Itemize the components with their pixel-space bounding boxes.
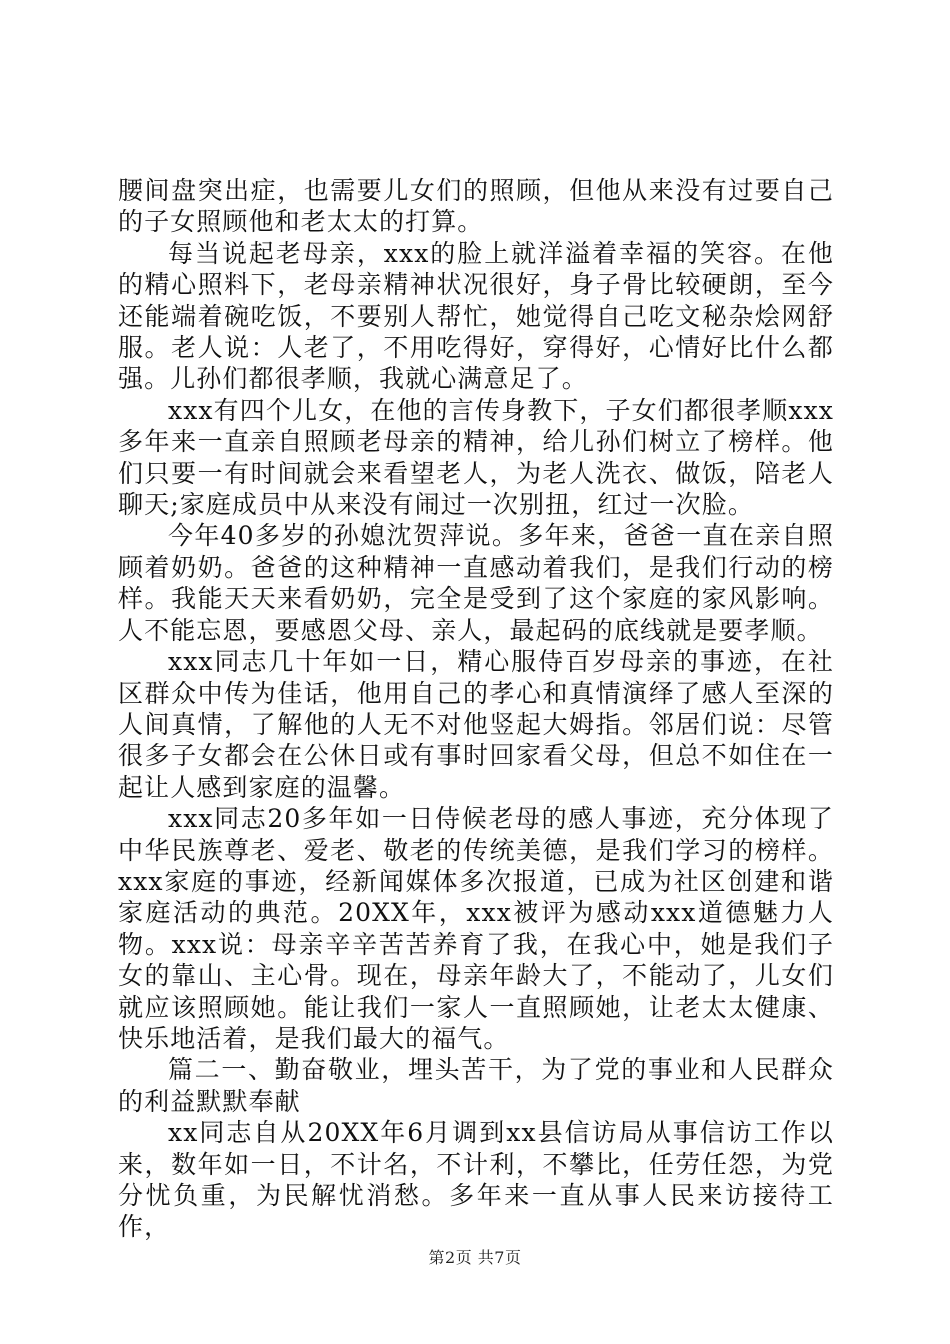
paragraph-6: xxx同志20多年如一日侍候老母的感人事迹，充分体现了中华民族尊老、爱老、敬老的传统美德，是我们学习的榜样。xxx家庭的事迹，经新闻媒体多次报道，已成为社区创建和谐家庭活动的典范。20XX年，xxx被评为感动xxx道德魅力人物。xxx说：母亲辛辛苦苦养育了我，在我心中，她是我们子女的靠山、主心骨。现在，母亲年龄大了，不能动了，儿女们就应该照顾她。能让我们一家人一直照顾她，让老太太健康、快乐地活着，是我们最大的福气。 — [118, 804, 834, 1053]
section-heading: 篇二一、勤奋敬业，埋头苦干，为了党的事业和人民群众的利益默默奉献 — [118, 1055, 834, 1116]
document-body — [118, 175, 834, 1243]
page-number-footer: 第2页 共7页 — [428, 1248, 522, 1267]
paragraph-3: xxx有四个儿女，在他的言传身教下，子女们都很孝顺xxx多年来一直亲自照顾老母亲的精神，给儿孙们树立了榜样。他们只要一有时间就会来看望老人，为老人洗衣、做饭，陪老人聊天;家庭成员中从来没有闹过一次别扭，红过一次脸。 — [118, 395, 834, 520]
paragraph-5: xxx同志几十年如一日，精心服侍百岁母亲的事迹，在社区群众中传为佳话，他用自己的孝心和真情演绎了感人至深的人间真情，了解他的人无不对他竖起大姆指。邻居们说：尽管很多子女都会在公休日或有事时回家看父母，但总不如住在一起让人感到家庭的温馨。 — [118, 647, 834, 802]
paragraph-2: 每当说起老母亲，xxx的脸上就洋溢着幸福的笑容。在他的精心照料下，老母亲精神状况很好，身子骨比较硬朗，至今还能端着碗吃饭，不要别人帮忙，她觉得自己吃文秘杂烩网舒服。老人说：人老了，不用吃得好，穿得好，心情好比什么都强。儿孙们都很孝顺，我就心满意足了。 — [118, 238, 834, 394]
paragraph-8: xx同志自从20XX年6月调到xx县信访局从事信访工作以来，数年如一日，不计名，不计利，不攀比，任劳任怨，为党分忧负重，为民解忧消愁。多年来一直从事人民来访接待工作， — [118, 1118, 834, 1242]
paragraph-1: 腰间盘突出症，也需要儿女们的照顾，但他从来没有过要自己的子女照顾他和老太太的打算。 — [118, 176, 834, 237]
paragraph-4: 今年40多岁的孙媳沈贺萍说。多年来，爸爸一直在亲自照顾着奶奶。爸爸的这种精神一直感动着我们，是我们行动的榜样。我能天天来看奶奶，完全是受到了这个家庭的家风影响。人不能忘恩，要感恩父母、亲人，最起码的底线就是要孝顺。 — [118, 521, 834, 645]
